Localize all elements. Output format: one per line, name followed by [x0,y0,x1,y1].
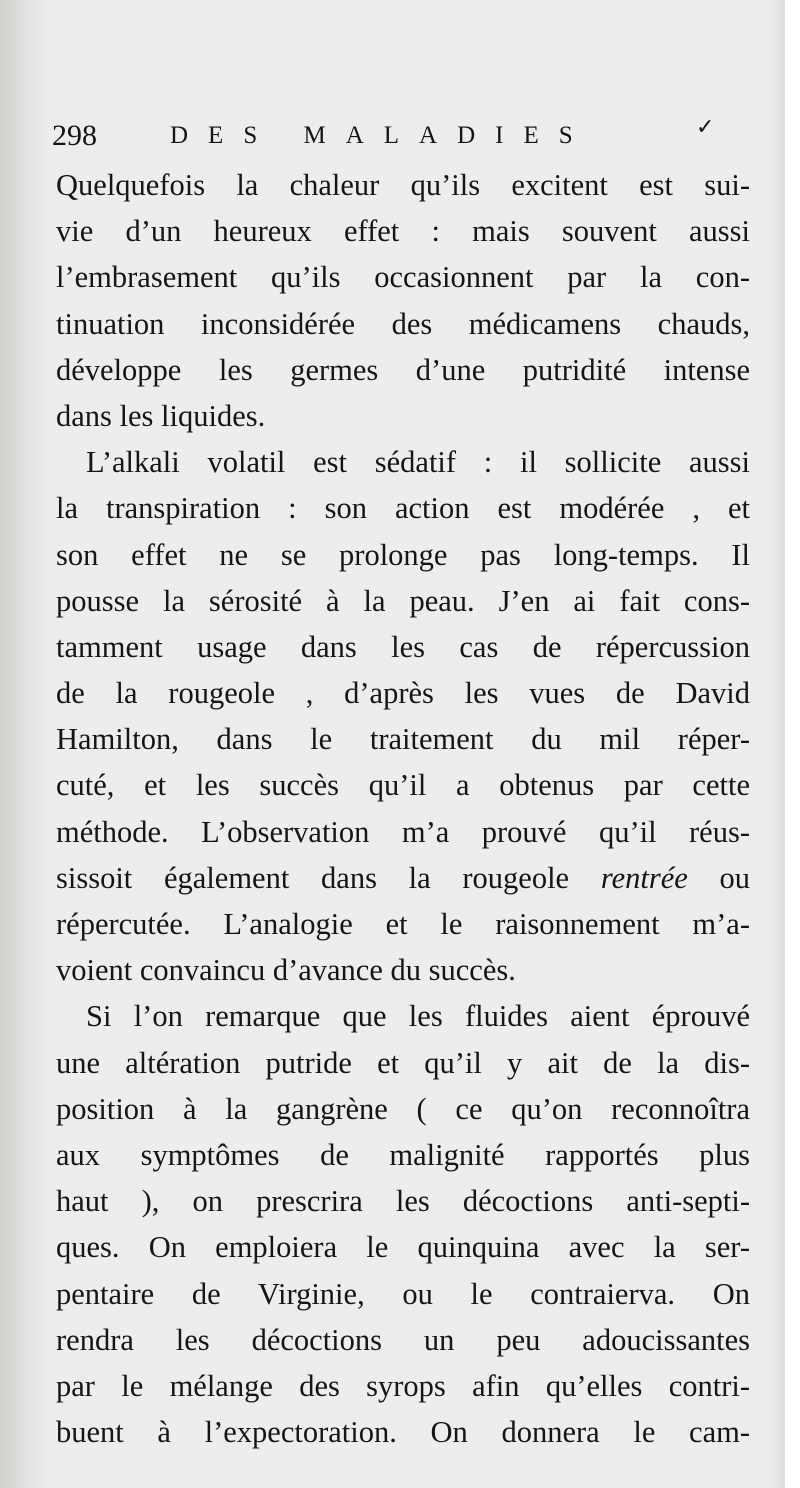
text-line: buent à l’expectoration. On donnera le cam- [56,1415,750,1450]
text-line: Hamilton, dans le traitement du mil réper- [56,722,750,757]
text-line: ques. On emploiera le quinquina avec la ser- [56,1230,750,1265]
text-line: une altération putride et qu’il y ait de la dis- [56,1045,750,1080]
text-line-with-italic [56,855,750,901]
page-number: 298 [52,119,97,152]
text-line: la transpiration : son action est modérée , et [56,491,750,526]
page-header [52,116,752,156]
text-line: développe les germes d’une putridité intense [56,352,750,387]
page-gutter-shadow [0,0,52,1488]
text-line: aux symptômes de malignité rapportés plus [56,1137,750,1172]
text-line: position à la gangrène ( ce qu’on reconnoîtra [56,1091,750,1126]
line-segment: ou [687,860,750,895]
body-text [56,162,750,1455]
text-line: L’alkali volatil est sédatif : il sollicite aussi [86,445,750,480]
text-line: rendra les décoctions un peu adoucissantes [56,1322,750,1357]
text-line: pousse la sérosité à la peau. J’en ai fait cons- [56,583,750,618]
line-segment: sissoit également dans la rougeole [56,860,601,895]
text-line: haut ), on prescrira les décoctions anti-septi- [56,1184,750,1219]
italic-word: rentrée [600,860,688,895]
text-line: cuté, et les succès qu’il a obtenus par cette [56,768,750,803]
text-line: son effet ne se prolonge pas long-temps. Il [56,537,750,572]
text-line: tinuation inconsidérée des médicamens chauds, [56,306,750,341]
text-line: vie d’un heureux effet : mais souvent aussi [56,214,750,249]
page-edge [771,0,785,1488]
text-line: dans les liquides. [56,398,266,433]
text-line: tamment usage dans les cas de répercussion [56,629,750,664]
text-line: voient convaincu d’avance du succès. [56,953,516,988]
text-line: de la rougeole , d’après les vues de David [56,676,750,711]
text-line: par le mélange des syrops afin qu’elles contri- [56,1368,750,1403]
text-line: Si l’on remarque que les fluides aient éprouvé [86,999,750,1034]
text-line: répercutée. L’analogie et le raisonnement m’a- [56,907,750,941]
text-line: pentaire de Virginie, ou le contraierva. On [56,1276,750,1311]
running-title: DES MALADIES [170,122,593,149]
pen-mark: ✓ [696,114,715,139]
text-line: méthode. L’observation m’a prouvé qu’il réus- [56,814,750,849]
text-line: l’embrasement qu’ils occasionnent par la con- [56,260,750,295]
text-line: Quelquefois la chaleur qu’ils excitent est sui- [56,168,750,202]
